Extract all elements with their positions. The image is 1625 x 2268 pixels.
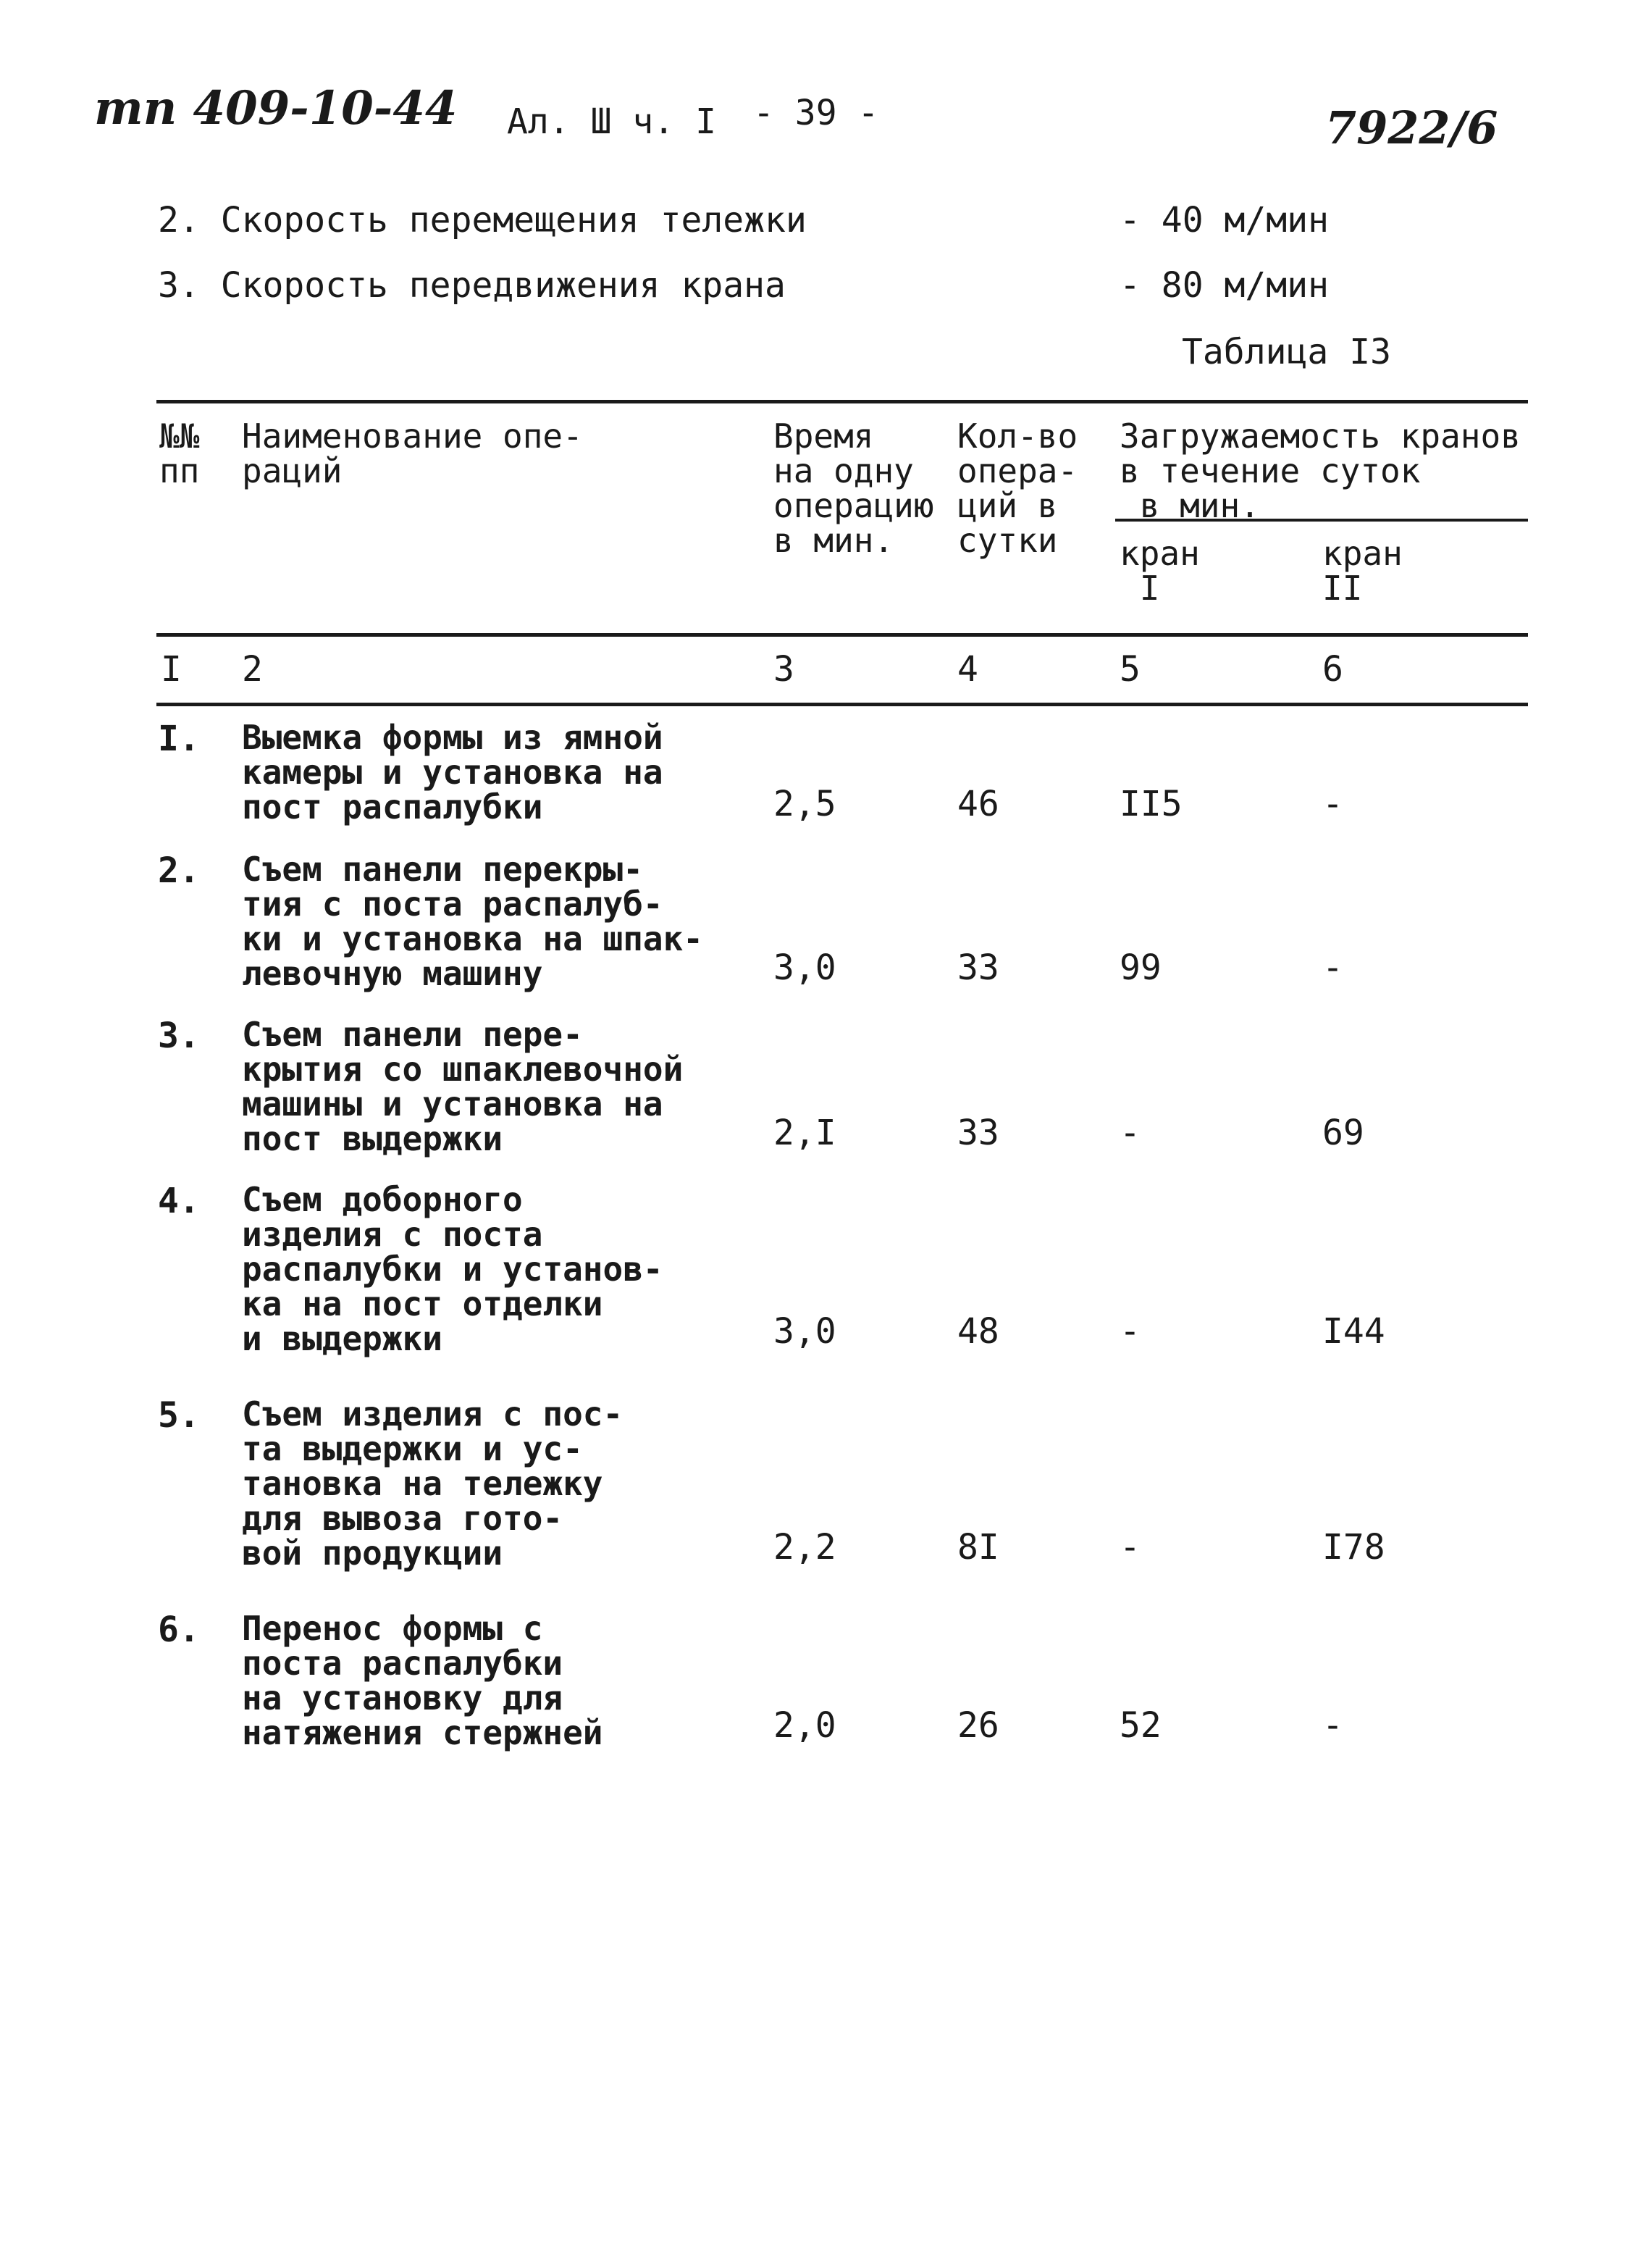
- row-crane1-load: 99: [1120, 947, 1162, 988]
- col-header-count: Кол-во опера- ций в сутки: [957, 417, 1078, 560]
- spec-trolley-value: - 40 м/мин: [1120, 200, 1329, 240]
- col-header-load: Загружаемость кранов в течение суток в мин.: [1120, 417, 1521, 525]
- col-header-no: №№ пп: [159, 417, 200, 490]
- row-operation-name: Съем изделия с пос- та выдержки и ус- тановка на тележку для вывоза гото- вой продукции: [242, 1394, 623, 1573]
- row-crane2-load: -: [1322, 1705, 1343, 1746]
- col-number-1: I: [161, 649, 182, 690]
- row-operation-name: Съем панели перекры- тия с поста распалуб- ки и установка на шпак- левочную машину: [242, 850, 703, 993]
- row-operation-name: Выемка формы из ямной камеры и установка на пост распалубки: [242, 718, 663, 827]
- table-top-rule: [156, 400, 1528, 403]
- table-caption: Таблица I3: [1182, 332, 1391, 372]
- row-number: 3.: [158, 1016, 200, 1056]
- row-number: 6.: [158, 1610, 200, 1650]
- row-crane1-load: 52: [1120, 1705, 1162, 1746]
- row-crane2-load: -: [1322, 947, 1343, 988]
- ref-number: 7922/6: [1325, 101, 1498, 154]
- row-count: 48: [957, 1311, 999, 1352]
- col-number-2: 2: [242, 649, 263, 690]
- row-operation-name: Перенос формы с поста распалубки на установку для натяжения стержней: [242, 1609, 603, 1752]
- col-number-5: 5: [1120, 649, 1141, 690]
- row-time: 3,0: [773, 947, 836, 988]
- row-count: 33: [957, 947, 999, 988]
- row-count: 26: [957, 1705, 999, 1746]
- row-count: 33: [957, 1113, 999, 1153]
- row-number: 4.: [158, 1181, 200, 1221]
- row-crane2-load: 69: [1322, 1113, 1364, 1153]
- row-number: 5.: [158, 1395, 200, 1436]
- row-crane1-load: -: [1120, 1113, 1141, 1153]
- row-number: 2.: [158, 850, 200, 891]
- row-time: 2,I: [773, 1113, 836, 1153]
- spec-trolley-label: 2. Скорость перемещения тележки: [158, 200, 807, 240]
- spec-crane-value: - 80 м/мин: [1120, 265, 1329, 306]
- col-header-crane1: кран I: [1120, 534, 1200, 608]
- col-header-time: Время на одну операцию в мин.: [773, 417, 934, 560]
- row-crane2-load: I78: [1322, 1527, 1385, 1568]
- col-number-3: 3: [773, 649, 794, 690]
- row-count: 8I: [957, 1527, 999, 1568]
- spec-crane-label: 3. Скорость передвижения крана: [158, 265, 786, 306]
- doc-code: тп 409-10-44: [94, 81, 458, 135]
- row-time: 3,0: [773, 1311, 836, 1352]
- section-label: Ал. Ш ч. I: [507, 101, 716, 142]
- row-operation-name: Съем доборного изделия с поста распалубки и установ- ка на пост отделки и выдержки: [242, 1180, 663, 1358]
- row-crane1-load: -: [1120, 1311, 1141, 1352]
- col-number-4: 4: [957, 649, 978, 690]
- row-operation-name: Съем панели пере- крытия со шпаклевочной машины и установка на пост выдержки: [242, 1015, 684, 1158]
- column-numbers-rule: [156, 703, 1528, 706]
- row-time: 2,5: [773, 784, 836, 824]
- row-crane2-load: -: [1322, 784, 1343, 824]
- row-number: I.: [158, 719, 200, 759]
- row-crane1-load: II5: [1120, 784, 1183, 824]
- row-count: 46: [957, 784, 999, 824]
- col-number-6: 6: [1322, 649, 1343, 690]
- row-crane2-load: I44: [1322, 1311, 1385, 1352]
- col-header-crane2: кран II: [1322, 534, 1403, 608]
- col-header-name: Наименование опе- раций: [242, 417, 583, 490]
- header-bottom-rule: [156, 633, 1528, 637]
- row-time: 2,2: [773, 1527, 836, 1568]
- row-time: 2,0: [773, 1705, 836, 1746]
- page-number: - 39 -: [753, 93, 879, 133]
- row-crane1-load: -: [1120, 1527, 1141, 1568]
